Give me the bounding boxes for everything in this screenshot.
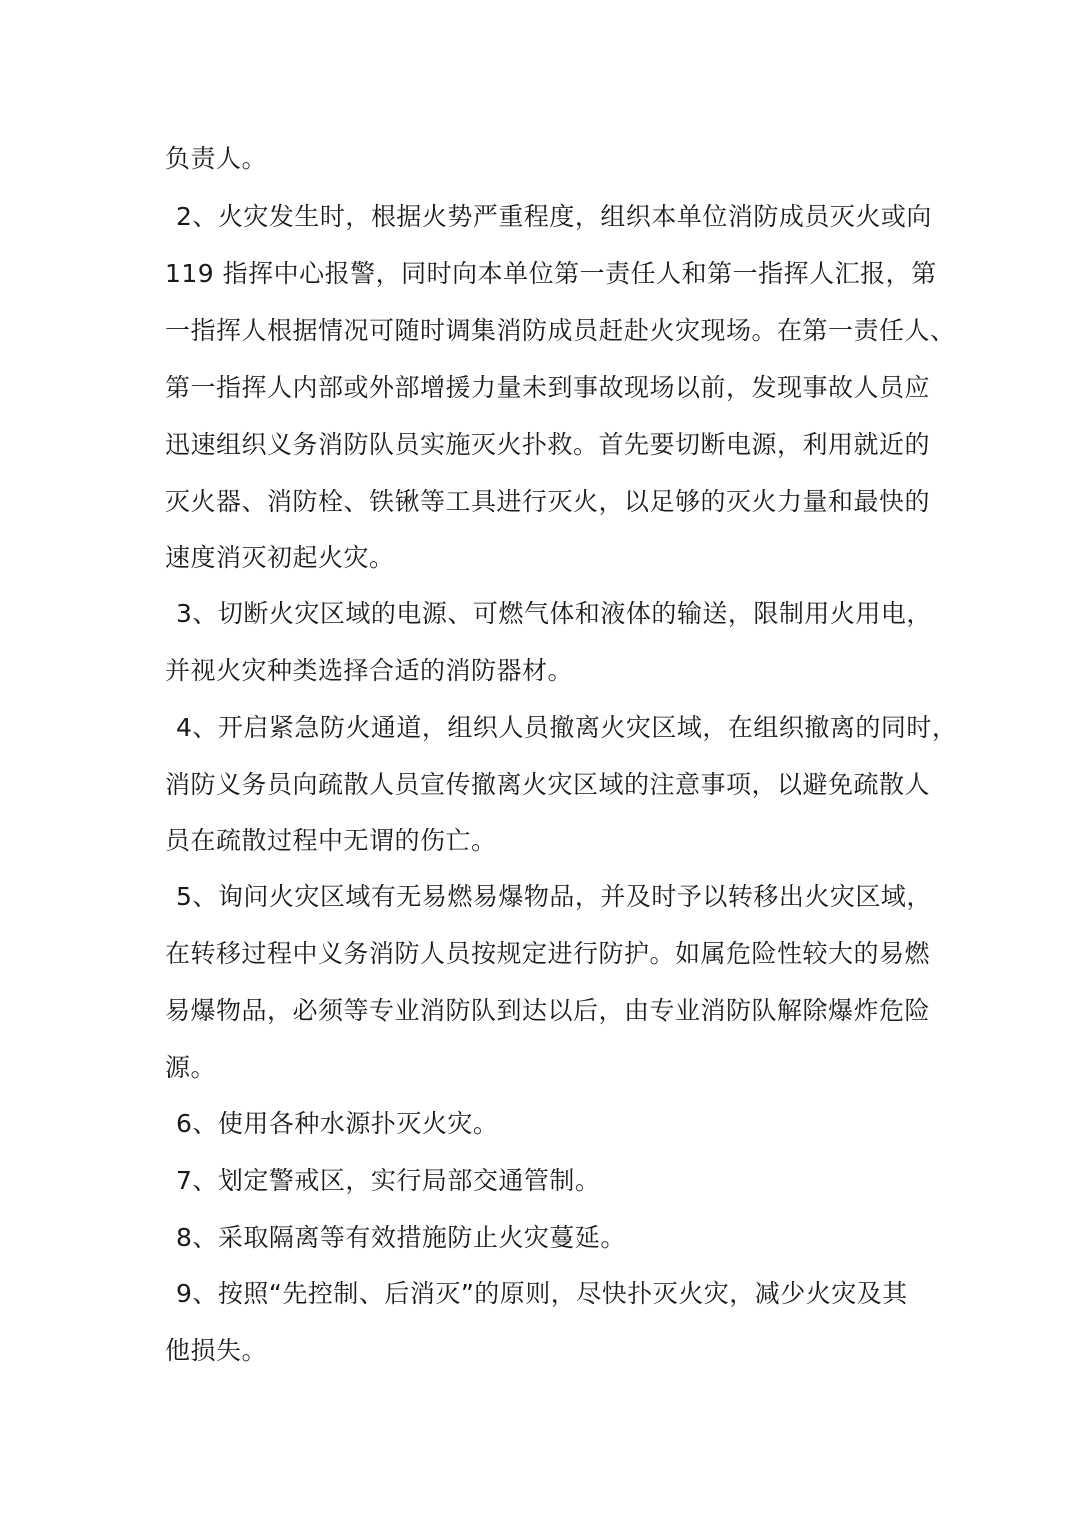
item-3-line-1: 3、切断火灾区域的电源、可燃气体和液体的输送，限制用火用电，: [176, 599, 932, 628]
item-9-line-2: 他损失。: [165, 1336, 268, 1365]
item-5-line-2: 在转移过程中义务消防人员按规定进行防护。如属危险性较大的易燃: [165, 939, 931, 968]
item-5-line-1: 5、询问火灾区域有无易燃易爆物品，并及时予以转移出火灾区域，: [176, 882, 932, 911]
item-9-line-1: 9、按照“先控制、后消灭”的原则，尽快扑灭火灾，减少火灾及其: [176, 1279, 908, 1308]
item-8-line-1: 8、采取隔离等有效措施防止火灾蔓延。: [176, 1223, 626, 1252]
item-2-line-3: 一指挥人根据情况可随时调集消防成员赶赴火灾现场。在第一责任人、: [165, 316, 956, 345]
item-7-line-1: 7、划定警戒区，实行局部交通管制。: [176, 1166, 601, 1195]
item-2-line-4: 第一指挥人内部或外部增援力量未到事故现场以前，发现事故人员应: [165, 373, 931, 402]
item-2-line-6: 灭火器、消防栓、铁锹等工具进行灭火，以足够的灭火力量和最快的: [165, 487, 931, 516]
item-6-line-1: 6、使用各种水源扑灭火灾。: [176, 1109, 499, 1138]
item-4-line-2: 消防义务员向疏散人员宣传撤离火灾区域的注意事项，以避免疏散人: [165, 770, 931, 799]
item-5-line-4: 源。: [165, 1053, 217, 1082]
item-4-line-3: 员在疏散过程中无谓的伤亡。: [165, 826, 497, 855]
item-2-line-1: 2、火灾发生时，根据火势严重程度，组织本单位消防成员灭火或向: [176, 202, 932, 231]
text-line-1: 负责人。: [165, 144, 268, 173]
item-2-line-2: 119 指挥中心报警，同时向本单位第一责任人和第一指挥人汇报，第: [165, 259, 937, 288]
item-2-line-7: 速度消灭初起火灾。: [165, 543, 395, 572]
item-3-line-2: 并视火灾种类选择合适的消防器材。: [165, 656, 574, 685]
item-2-line-5: 迅速组织义务消防队员实施灭火扑救。首先要切断电源，利用就近的: [165, 430, 931, 459]
item-5-line-3: 易爆物品，必须等专业消防队到达以后，由专业消防队解除爆炸危险: [165, 996, 931, 1025]
item-4-line-1: 4、开启紧急防火通道，组织人员撤离火灾区域，在组织撤离的同时，: [176, 713, 958, 742]
